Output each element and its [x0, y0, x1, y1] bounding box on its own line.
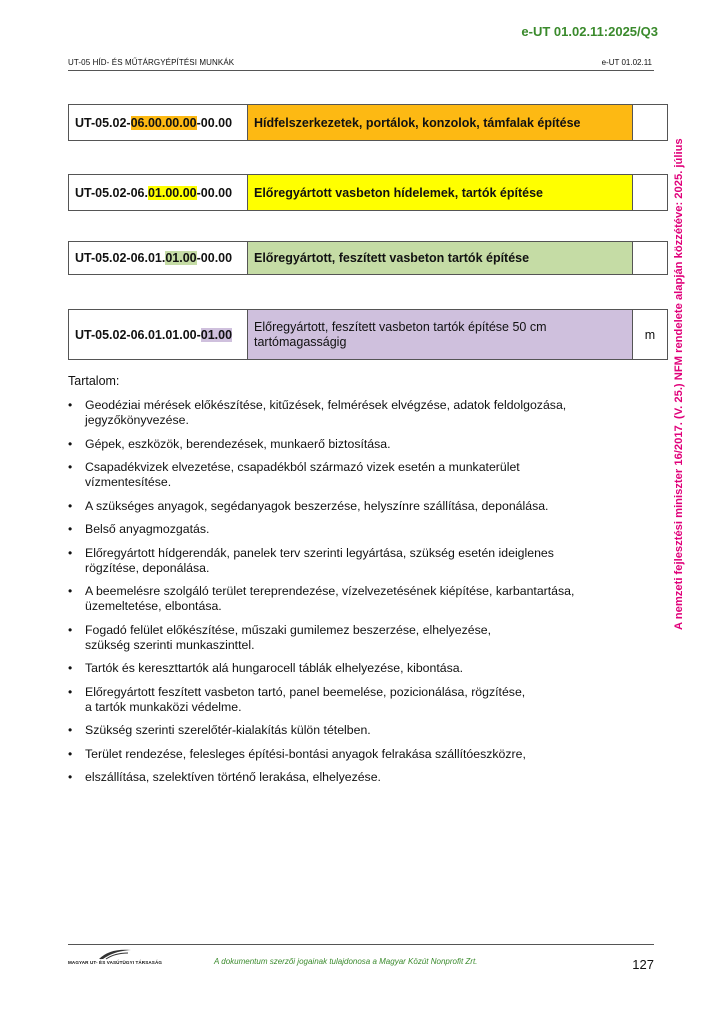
code-prefix: UT-05.02-: [75, 115, 131, 130]
code-highlight: 01.00: [165, 251, 197, 265]
list-item: [68, 460, 638, 490]
page-number: 127: [632, 957, 654, 972]
list-item: [68, 623, 638, 653]
code-table-level-2: [68, 174, 668, 211]
code-table-level-3: [68, 241, 668, 275]
list-item-text: • Fogadó felület előkészítése, műszaki gumilemez beszerzése, elhelyezése, szükség szerinti munkaszinttel.: [85, 622, 492, 652]
table-row: [69, 310, 668, 360]
list-item-text: • Szükség szerinti szerelőtér-kialakítás külön tételben.: [85, 723, 371, 737]
code-prefix: UT-05.02-06.: [75, 185, 148, 200]
item-title: Előregyártott, feszített vasbeton tartók építése 50 cm tartómagasságig: [248, 310, 633, 360]
code-highlight: 01.00.00: [147, 185, 197, 200]
list-item-text: • Csapadékvizek elvezetése, csapadékból származó vizek esetén a munkaterület vízmentesítése.: [85, 460, 520, 489]
code-highlight: 06.00.00.00: [130, 115, 197, 130]
item-unit: [633, 105, 668, 141]
list-item: [68, 546, 638, 576]
item-title: Előregyártott vasbeton hídelemek, tartók építése: [248, 175, 633, 211]
list-item: [68, 685, 638, 715]
list-item: [68, 437, 638, 452]
table-row: [69, 105, 668, 141]
list-item-text: • Tartók és kereszttartók alá hungarocell táblák elhelyezése, kibontása.: [85, 661, 463, 675]
section-title: UT-05 HÍD- ÉS MŰTÁRGYÉPÍTÉSI MUNKÁK: [68, 58, 235, 67]
code-suffix: -00.00: [196, 185, 233, 200]
code-suffix: -00.00: [196, 251, 233, 265]
content-heading: Tartalom:: [68, 374, 120, 388]
publication-note: A nemzeti fejlesztési miniszter 16/2017. (V. 25.) NFM rendelete alapján közzétéve: 2025. július: [673, 138, 685, 630]
list-item: [68, 661, 638, 676]
running-header: [68, 58, 654, 71]
list-item-text: • Előregyártott hídgerendák, panelek terv szerinti legyártása, szükség esetén ideiglenes rögzítése, deponálása.: [85, 545, 554, 575]
item-title: Hídfelszerkezetek, portálok, konzolok, támfalak építése: [248, 105, 633, 141]
list-item: [68, 398, 638, 428]
item-code: [69, 175, 248, 211]
list-item: [68, 584, 638, 614]
code-prefix: UT-05.02-06.01.: [75, 251, 166, 265]
list-item-text: • A szükséges anyagok, segédanyagok beszerzése, helyszínre szállítása, deponálása.: [85, 498, 549, 513]
code-suffix: -00.00: [196, 115, 233, 130]
code-highlight: 01.00: [200, 327, 233, 342]
list-item-text: • Geodéziai mérések előkészítése, kitűzések, felmérések elvégzése, adatok feldolgozása, jegyzőkönyvezése.: [85, 398, 567, 427]
list-item: [68, 747, 638, 762]
table-row: [69, 175, 668, 211]
road-swoosh-icon: [98, 947, 132, 960]
list-item: [68, 522, 638, 537]
list-item: [68, 723, 638, 738]
list-item-text: • Terület rendezése, felesleges építési-bontási anyagok felrakása szállítóeszközre,: [85, 746, 526, 761]
item-code: [69, 105, 248, 141]
code-table-level-4: [68, 309, 668, 360]
list-item-text: • elszállítása, szelektíven történő lerakása, elhelyezése.: [85, 770, 381, 784]
footer-divider: [68, 944, 654, 945]
item-unit: m: [633, 310, 668, 360]
code-prefix: UT-05.02-06.01.01.00-: [75, 327, 201, 342]
list-item-text: • A beemelésre szolgáló terület tereprendezése, vízelvezetésének kiépítése, karbantartása, üzemeltetése, elbontása.: [85, 584, 575, 613]
copyright-notice: A dokumentum szerzői jogainak tulajdonosa a Magyar Közút Nonprofit Zrt.: [214, 957, 478, 966]
content-list: [68, 398, 638, 794]
document-code: e-UT 01.02.11:2025/Q3: [521, 24, 658, 39]
document-reference: e-UT 01.02.11: [601, 58, 652, 67]
list-item: [68, 770, 638, 785]
table-row: [69, 242, 668, 275]
list-item-text: • Gépek, eszközök, berendezések, munkaerő biztosítása.: [85, 436, 391, 451]
code-table-level-1: [68, 104, 668, 141]
society-logo: [68, 947, 163, 971]
item-code: [69, 242, 248, 275]
list-item-text: • Belső anyagmozgatás.: [85, 522, 210, 536]
logo-text: MAGYAR UT- ÉS VASÚTÜGYI TÁRSASÁG: [68, 960, 163, 965]
item-unit: [633, 175, 668, 211]
item-code: [69, 310, 248, 360]
list-item-text: • Előregyártott feszített vasbeton tartó, panel beemelése, pozicionálása, rögzítése, a tartók munkaközi védelme.: [85, 684, 526, 714]
list-item: [68, 499, 638, 514]
item-title: Előregyártott, feszített vasbeton tartók építése: [248, 242, 633, 275]
item-unit: [633, 242, 668, 275]
